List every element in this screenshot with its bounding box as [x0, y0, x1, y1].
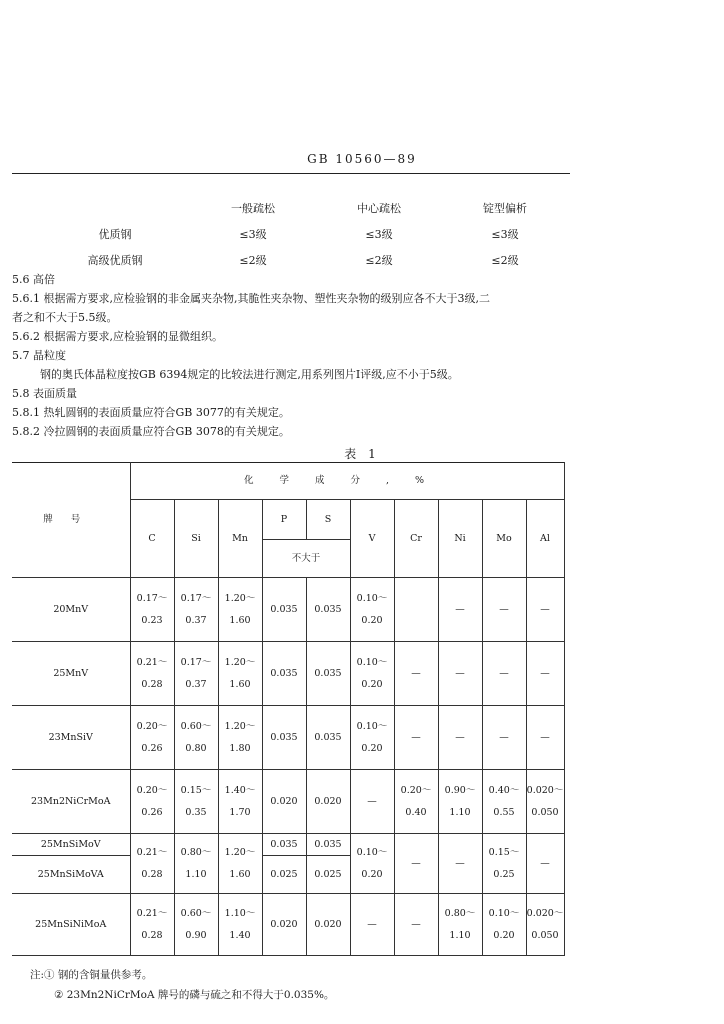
ps-note: 不大于	[262, 540, 350, 578]
table-cell: 0.20～ 0.26	[130, 770, 174, 834]
chem-column-header: 化学成分,%	[130, 463, 564, 500]
grade-value: ≤3级	[239, 228, 267, 241]
grade-grid	[40, 195, 570, 273]
grade-col-label: 中心疏松	[357, 202, 401, 215]
table-cell: —	[482, 642, 526, 706]
table-cell: 0.15～ 0.25	[482, 834, 526, 894]
section-line: 5.7 晶粒度	[12, 349, 66, 362]
table-cell: 0.020	[262, 894, 306, 956]
table-cell	[394, 578, 438, 642]
table-cell: 0.10～ 0.20	[350, 578, 394, 642]
table-cell: 0.020	[262, 770, 306, 834]
section-line: 5.8.1 热轧圆钢的表面质量应符合GB 3077的有关规定。	[12, 406, 290, 419]
table-cell: 1.20～ 1.60	[218, 642, 262, 706]
table-cell: 1.20～ 1.80	[218, 706, 262, 770]
table-cell: 0.40～ 0.55	[482, 770, 526, 834]
table-cell: 0.035	[262, 834, 306, 856]
note-line: 注:① 钢的含铜量供参考。	[30, 969, 153, 981]
section-line: 钢的奥氏体晶粒度按GB 6394规定的比较法进行测定,用系列图片Ⅰ评级,应不小于5级。	[40, 368, 459, 381]
table-row	[12, 706, 564, 770]
column-header: Ni	[438, 500, 482, 578]
column-header: S	[306, 500, 350, 540]
table-cell: 0.035	[262, 706, 306, 770]
table-cell: 0.21～ 0.28	[130, 834, 174, 894]
grade-value: ≤3级	[491, 228, 519, 241]
table-cell: —	[482, 706, 526, 770]
table-cell: —	[394, 894, 438, 956]
table-cell: 0.21～ 0.28	[130, 894, 174, 956]
table-cell: 0.17～ 0.37	[174, 578, 218, 642]
column-header: Cr	[394, 500, 438, 578]
grade-grid-header	[40, 195, 570, 221]
table-cell: 0.020～ 0.050	[526, 894, 564, 956]
table-cell: 1.40～ 1.70	[218, 770, 262, 834]
standard-header: GB 10560—89	[307, 152, 417, 166]
column-header: Mo	[482, 500, 526, 578]
grade-value: ≤3级	[365, 228, 393, 241]
grade-name: 23Mn2NiCrMoA	[12, 770, 130, 834]
table-cell: 0.020	[306, 894, 350, 956]
table-cell: 0.025	[262, 856, 306, 894]
table-cell: —	[394, 834, 438, 894]
table-cell: —	[350, 894, 394, 956]
table-cell: —	[526, 642, 564, 706]
table-cell: 0.035	[306, 834, 350, 856]
column-header: C	[130, 500, 174, 578]
notes	[30, 965, 334, 1005]
table-cell: —	[526, 834, 564, 894]
table-cell: 0.10～ 0.20	[482, 894, 526, 956]
table-cell: 0.17～ 0.23	[130, 578, 174, 642]
table-cell: 0.20～ 0.26	[130, 706, 174, 770]
grade-name: 25MnV	[12, 642, 130, 706]
grade-column-header: 牌号	[12, 463, 130, 578]
grade-row-label: 优质钢	[98, 228, 132, 241]
table-cell: —	[482, 578, 526, 642]
table-cell: 0.10～ 0.20	[350, 834, 394, 894]
table-cell: —	[394, 706, 438, 770]
table-cell: 0.035	[306, 642, 350, 706]
table-cell: 0.020～ 0.050	[526, 770, 564, 834]
table-cell: 0.15～ 0.35	[174, 770, 218, 834]
table-cell: —	[438, 578, 482, 642]
table-cell: —	[438, 706, 482, 770]
table-cell: 0.20～ 0.40	[394, 770, 438, 834]
note-line: ② 23Mn2NiCrMoA 牌号的磷与硫之和不得大于0.035%。	[54, 989, 335, 1001]
table-cell: 0.60～ 0.90	[174, 894, 218, 956]
column-header: Mn	[218, 500, 262, 578]
composition-table	[12, 462, 565, 956]
table-cell: 0.10～ 0.20	[350, 706, 394, 770]
table-cell: —	[438, 834, 482, 894]
table-row	[12, 578, 564, 642]
table-row	[12, 894, 564, 956]
section-text	[12, 270, 572, 441]
table-cell: 0.60～ 0.80	[174, 706, 218, 770]
grade-name: 20MnV	[12, 578, 130, 642]
grade-value: ≤2级	[491, 254, 519, 267]
table-row	[12, 642, 564, 706]
table-cell: 0.17～ 0.37	[174, 642, 218, 706]
grade-col-label: 一般疏松	[231, 202, 275, 215]
grade-row-label: 高级优质钢	[87, 254, 143, 267]
column-header: P	[262, 500, 306, 540]
section-line: 5.8.2 冷拉圆钢的表面质量应符合GB 3078的有关规定。	[12, 425, 290, 438]
table-cell: 1.20～ 1.60	[218, 834, 262, 894]
section-line: 5.6 高倍	[12, 273, 55, 286]
grade-grid-row	[40, 221, 570, 247]
table-cell: 0.80～ 1.10	[438, 894, 482, 956]
column-header: Al	[526, 500, 564, 578]
grade-name: 25MnSiNiMoA	[12, 894, 130, 956]
table-cell: 0.10～ 0.20	[350, 642, 394, 706]
table-cell: —	[350, 770, 394, 834]
grade-name: 25MnSiMoV	[12, 834, 130, 856]
table-cell: —	[526, 706, 564, 770]
section-line: 者之和不大于5.5级。	[12, 311, 118, 324]
section-line: 5.8 表面质量	[12, 387, 77, 400]
table-cell: —	[438, 642, 482, 706]
table-cell: 0.035	[306, 578, 350, 642]
header-rule	[12, 173, 570, 174]
grade-name: 25MnSiMoVA	[12, 856, 130, 894]
grade-value: ≤2级	[365, 254, 393, 267]
grade-col-label: 锭型偏析	[483, 202, 527, 215]
section-line: 5.6.2 根据需方要求,应检验钢的显微组织。	[12, 330, 223, 343]
column-header: Si	[174, 500, 218, 578]
table-cell: 0.21～ 0.28	[130, 642, 174, 706]
table-cell: 0.035	[262, 578, 306, 642]
table-cell: —	[526, 578, 564, 642]
section-line: 5.6.1 根据需方要求,应检验钢的非金属夹杂物,其脆性夹杂物、塑性夹杂物的级别应各不大于3级,二	[12, 292, 490, 305]
table-cell: 0.90～ 1.10	[438, 770, 482, 834]
grade-name: 23MnSiV	[12, 706, 130, 770]
table-cell: 1.10～ 1.40	[218, 894, 262, 956]
table-cell: —	[394, 642, 438, 706]
grade-value: ≤2级	[239, 254, 267, 267]
table-cell: 0.035	[262, 642, 306, 706]
column-header: V	[350, 500, 394, 578]
table-cell: 0.80～ 1.10	[174, 834, 218, 894]
table-caption: 表 1	[344, 447, 380, 461]
table-cell: 0.025	[306, 856, 350, 894]
table-cell: 1.20～ 1.60	[218, 578, 262, 642]
table-cell: 0.020	[306, 770, 350, 834]
table-row	[12, 770, 564, 834]
table-cell: 0.035	[306, 706, 350, 770]
